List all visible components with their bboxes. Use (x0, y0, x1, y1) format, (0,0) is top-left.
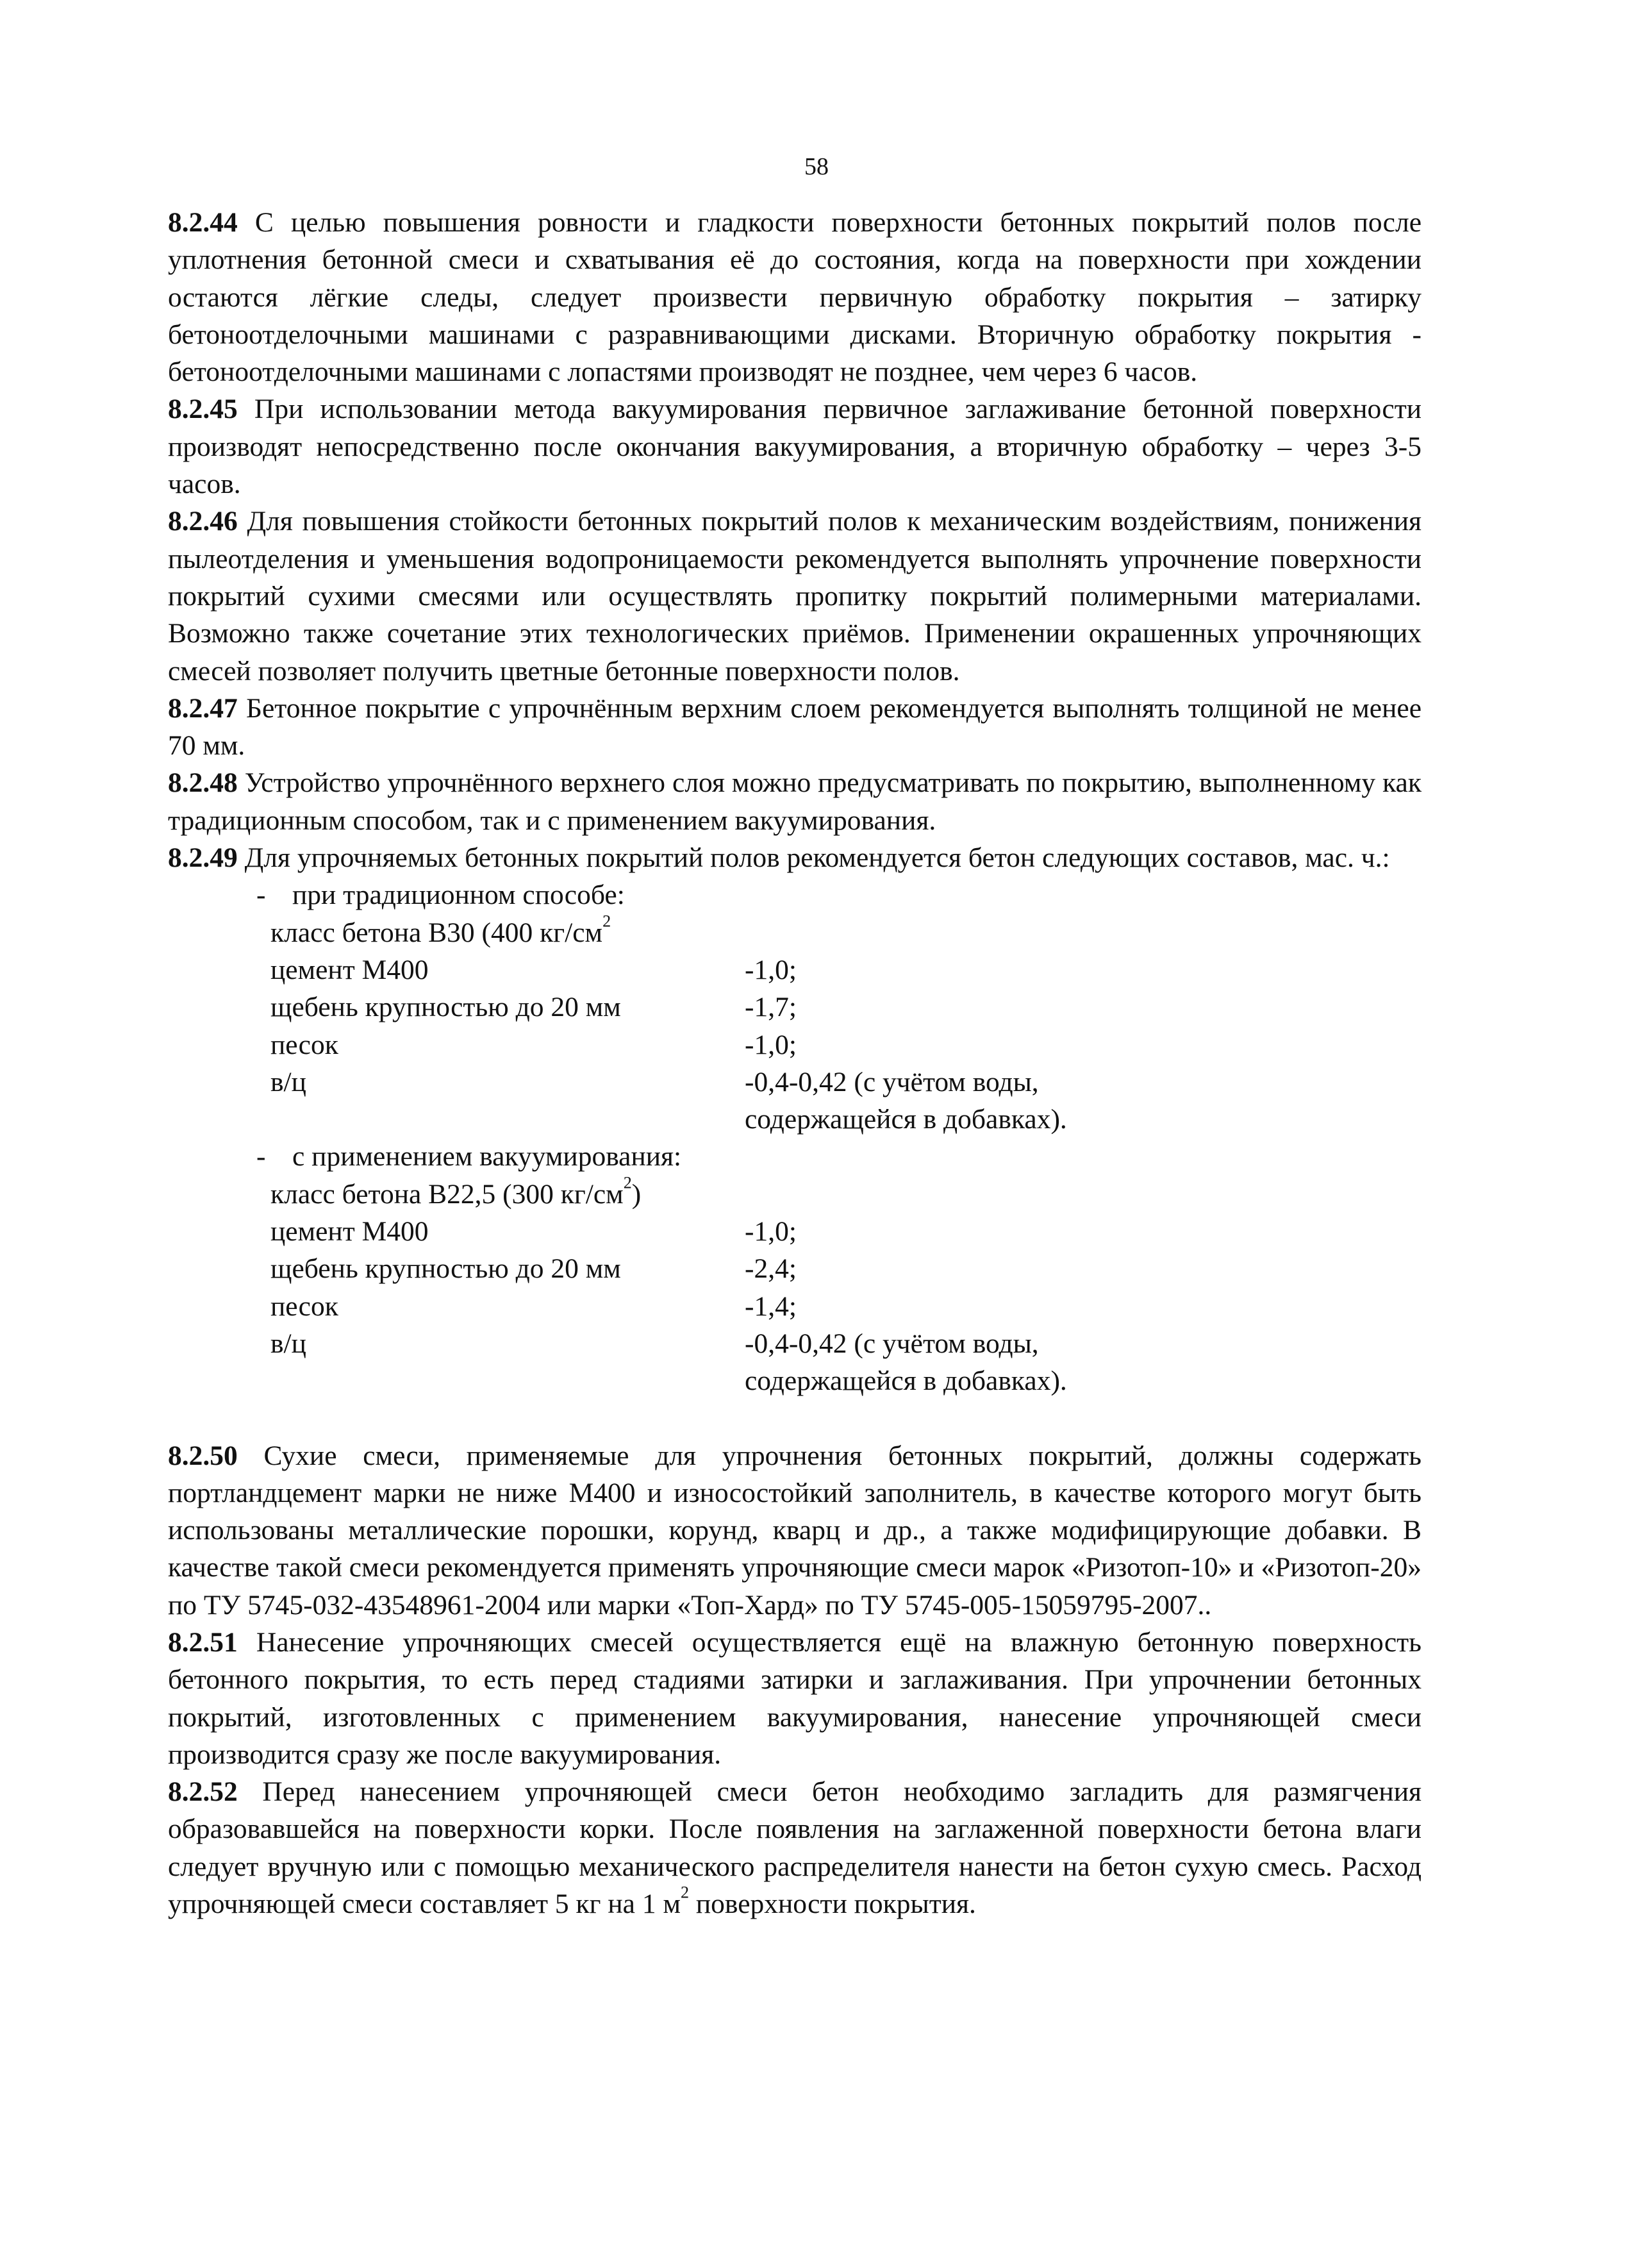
component-name: цемент М400 (270, 1216, 429, 1247)
paragraph-8-2-47 (168, 690, 1422, 765)
paragraph-8-2-45 (168, 390, 1422, 503)
component-name: песок (270, 1290, 338, 1322)
paragraph-8-2-48 (168, 764, 1422, 839)
component-name: цемент М400 (270, 954, 429, 985)
component-name: в/ц (270, 1328, 306, 1359)
paragraph-8-2-46 (168, 503, 1422, 689)
paragraph-number: 8.2.45 (168, 394, 238, 425)
mix-row (270, 1325, 1422, 1362)
paragraph-text: Бетонное покрытие с упрочнённым верхним слоем рекомендуется выполнять толщиной не менее 70 мм. (168, 692, 1422, 762)
concrete-class (270, 914, 1422, 951)
paragraph-number: 8.2.50 (168, 1440, 238, 1471)
paragraph-text: При использовании метода вакуумирования первичное заглаживание бетонной поверхности производят непосредственно после окончания вакуумирования, а вторичную обработку – через 3-5 часов. (168, 394, 1422, 500)
mix-row (270, 1288, 1422, 1325)
paragraph-text: Для повышения стойкости бетонных покрытий полов к механическим воздействиям, понижения пылеотделения и уменьшения водопроницаемости рекомендуется выполнять упрочнение поверхности покрытий сухими смесями или осуществлять пропитку покрытий полимерными материалами. Возможно также сочетание этих технологических приёмов. Применении окрашенных упрочняющих смесей позволяет получить цветные бетонные поверхности полов. (168, 506, 1422, 687)
mix-row (270, 1063, 1422, 1101)
paragraph-8-2-51 (168, 1624, 1422, 1773)
component-value: -1,7; (745, 992, 797, 1023)
superscript: 2 (680, 1883, 690, 1902)
mix-row (270, 1213, 1422, 1250)
mix-row (270, 951, 1422, 988)
mix-heading-text: при традиционном способе: (292, 880, 625, 911)
concrete-class-text: класс бетона В30 (400 кг/см (270, 917, 603, 948)
concrete-class (270, 1173, 1422, 1213)
component-name: песок (270, 1029, 338, 1060)
mix-heading (256, 1138, 1422, 1175)
paragraph-text: Для упрочняемых бетонных покрытий полов рекомендуется бетон следующих составов, мас. ч.: (244, 842, 1390, 874)
paragraph-text: Устройство упрочнённого верхнего слоя можно предусматривать по покрытию, выполненному как традиционным способом, так и с применением вакуумирования. (168, 767, 1422, 836)
list-dash: - (256, 880, 266, 911)
component-value-continuation: содержащейся в добавках). (745, 1365, 1067, 1397)
component-name: щебень крупностью до 20 мм (270, 1253, 621, 1285)
component-value: -1,0; (745, 1029, 797, 1060)
paragraph-8-2-49 (168, 839, 1422, 876)
superscript: 2 (602, 912, 611, 931)
concrete-class-text: класс бетона В22,5 (300 кг/см (270, 1178, 624, 1210)
mix-vacuum (256, 1138, 1422, 1399)
component-value: -0,4-0,42 (с учётом воды, (745, 1328, 1039, 1359)
component-name: в/ц (270, 1066, 306, 1097)
paragraph-text-end: поверхности покрытия. (689, 1889, 976, 1920)
paragraph-text: Сухие смеси, применяемые для упрочнения бетонных покрытий, должны содержать портландцемент марки не ниже М400 и износостойкий заполнитель, в качестве которого могут быть использованы металлические порошки, корунд, кварц и др., а также модифицирующие добавки. В качестве такой смеси рекомендуется применять упрочняющие смеси марок «Ризотоп-10» и «Ризотоп-20» по ТУ 5745-032-43548961-2004 или марки «Топ-Хард» по ТУ 5745-005-15059795-2007.. (168, 1440, 1422, 1621)
paragraph-number: 8.2.46 (168, 506, 238, 537)
concrete-class-close: ) (631, 1178, 642, 1210)
paragraph-number: 8.2.51 (168, 1626, 238, 1658)
paragraph-number: 8.2.44 (168, 207, 238, 238)
paragraph-8-2-52 (168, 1773, 1422, 1922)
mix-traditional (256, 876, 1422, 1138)
paragraph-number: 8.2.49 (168, 842, 238, 874)
component-value: -1,4; (745, 1290, 797, 1322)
mix-row (270, 988, 1422, 1026)
paragraph-number: 8.2.52 (168, 1776, 238, 1808)
superscript: 2 (623, 1173, 632, 1192)
mix-heading-text: с применением вакуумирования: (292, 1141, 682, 1172)
paragraph-text: С целью повышения ровности и гладкости поверхности бетонных покрытий полов после уплотнения бетонной смеси и схватывания её до состояния, когда на поверхности при хождении остаются лёгкие следы, следует произвести первичную обработку покрытия – затирку бетоноотделочными машинами с разравнивающими дисками. Вторичную обработку покрытия - бетоноотделочными машинами с лопастями производят не позднее, чем через 6 часов. (168, 207, 1422, 388)
component-value-continuation: содержащейся в добавках). (745, 1104, 1067, 1135)
component-value: -2,4; (745, 1253, 797, 1285)
paragraph-8-2-44 (168, 204, 1422, 390)
component-value: -1,0; (745, 954, 797, 985)
component-name: щебень крупностью до 20 мм (270, 992, 621, 1023)
component-value: -0,4-0,42 (с учётом воды, (745, 1066, 1039, 1097)
paragraph-number: 8.2.48 (168, 767, 238, 799)
paragraph-gap (168, 1400, 1422, 1437)
paragraph-8-2-50 (168, 1437, 1422, 1624)
mix-row (270, 1026, 1422, 1063)
paragraph-text: Перед нанесением упрочняющей смеси бетон необходимо загладить для размягчения образовавшейся на поверхности корки. После появления на заглаженной поверхности бетона влаги следует вручную или с помощью механического распределителя нанести на бетон сухую смесь. Расход упрочняющей смеси составляет 5 кг на 1 м (168, 1776, 1422, 1920)
mix-row (270, 1250, 1422, 1287)
paragraph-number: 8.2.47 (168, 692, 238, 724)
page-number: 58 (804, 153, 829, 180)
component-value: -1,0; (745, 1216, 797, 1247)
document-body (168, 204, 1422, 1922)
list-dash: - (256, 1141, 266, 1172)
mix-heading (256, 876, 1422, 913)
paragraph-text: Нанесение упрочняющих смесей осуществляется ещё на влажную бетонную поверхность бетонного покрытия, то есть перед стадиями затирки и заглаживания. При упрочнении бетонных покрытий, изготовленных с применением вакуумирования, нанесение упрочняющей смеси производится сразу же после вакуумирования. (168, 1626, 1422, 1770)
